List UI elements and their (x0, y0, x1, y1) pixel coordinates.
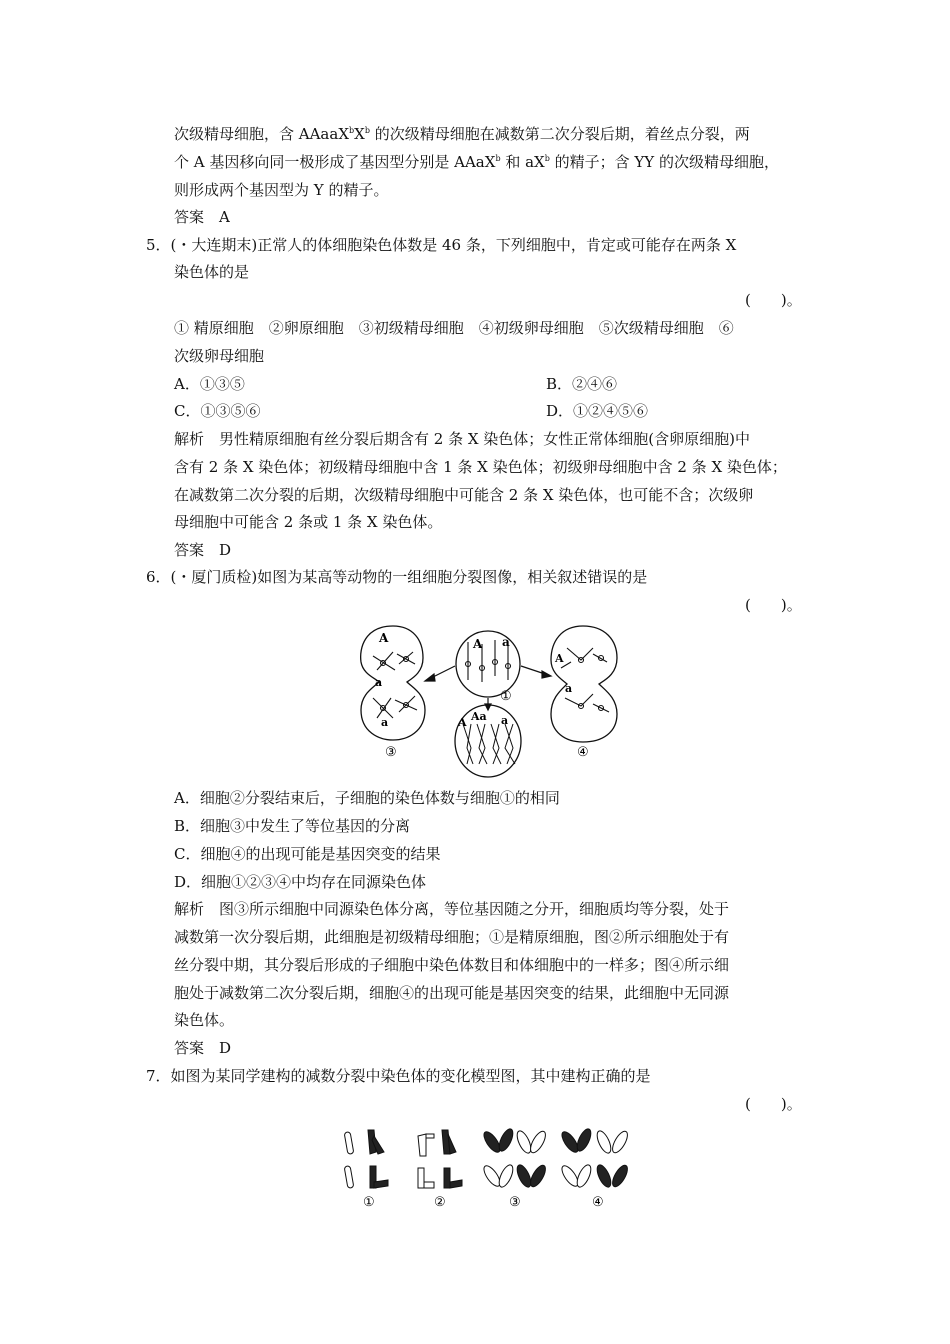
cell-1-gene-a-label: a (502, 635, 510, 649)
model-4-chromosomes (559, 1127, 630, 1189)
cell-3-gene-A-label: A (379, 631, 389, 645)
q5-items-line-1: ① 精原细胞 ②卵原细胞 ③初级精母细胞 ④初级卵母细胞 ⑤次级精母细胞 ⑥ (174, 319, 734, 337)
q6-explanation-line-5: 染色体。 (174, 1011, 235, 1029)
q5-option-d: D．①②④⑤⑥ (546, 402, 649, 420)
model-2-label: ② (434, 1195, 446, 1210)
q6-explanation-line-1: 解析 图③所示细胞中同源染色体分离，等位基因随之分开，细胞质均等分裂，处于 (174, 900, 730, 918)
model-3-chromosomes (481, 1127, 548, 1189)
cell-2-gene-Aa-label: Aa (471, 710, 487, 723)
q6-option-b: B．细胞③中发生了等位基因的分离 (174, 817, 411, 835)
q5-stem-line-1: 5．(・大连期末)正常人的体细胞染色体数是 46 条，下列细胞中，肯定或可能存在两条 X (146, 236, 737, 254)
cell-3-gene-a-label-2: a (381, 716, 389, 729)
cell-3-membrane (361, 626, 425, 740)
cell-1-gene-A-label: A (473, 637, 483, 651)
cell-4-number-label: ④ (577, 745, 589, 760)
q5-answer-blank: ( )。 (745, 291, 802, 309)
q5-option-c: C．①③⑤⑥ (174, 402, 261, 420)
cell-2-gene-a-label: a (501, 714, 509, 727)
cell-4-gene-a-label: a (565, 682, 573, 695)
q5-explanation-line-2: 含有 2 条 X 染色体；初级精母细胞中含 1 条 X 染色体；初级卵母细胞中含 2 条 X 染色体； (174, 458, 787, 476)
q5-items-line-2: 次级卵母细胞 (174, 347, 265, 365)
model-4-label: ④ (592, 1195, 604, 1210)
model-3-label: ③ (509, 1195, 521, 1210)
cell-4-gene-A-label: A (555, 652, 564, 665)
q4-explanation-line-1: 次级精母细胞，含 $AAaaX^bX^b$ 的次级精母细胞在减数第二次分裂后期，着丝点分裂，两 (174, 125, 750, 143)
q7-stem: 7．如图为某同学建构的减数分裂中染色体的变化模型图，其中建构正确的是 (146, 1067, 651, 1085)
q5-explanation-line-4: 母细胞中可能含 2 条或 1 条 X 染色体。 (174, 513, 443, 531)
model-1-chromosomes (344, 1130, 388, 1188)
q7-chromosome-model-figure (338, 1122, 648, 1212)
q6-stem: 6．(・厦门质检)如图为某高等动物的一组细胞分裂图像，相关叙述错误的是 (146, 568, 648, 586)
q6-explanation-line-3: 丝分裂中期，其分裂后形成的子细胞中染色体数目和体细胞中的一样多；图④所示细 (174, 956, 730, 974)
cell-2-gene-A-label: A (458, 716, 467, 729)
q6-explanation-line-2: 减数第一次分裂后期，此细胞是初级精母细胞；①是精原细胞，图②所示细胞处于有 (174, 928, 730, 946)
q6-explanation-line-4: 胞处于减数第二次分裂后期，细胞④的出现可能是基因突变的结果，此细胞中无同源 (174, 984, 730, 1002)
q5-explanation-line-1: 解析 男性精原细胞有丝分裂后期含有 2 条 X 染色体；女性正常体细胞(含卵原细胞)中 (174, 430, 751, 448)
cell-2-number-label (482, 781, 494, 782)
q4-explanation-line-3: 则形成两个基因型为 Y 的精子。 (174, 181, 389, 199)
q7-answer-blank: ( )。 (745, 1095, 802, 1113)
q5-explanation-line-3: 在减数第二次分裂的后期，次级精母细胞中可能含 2 条 X 染色体，也可能不含；次级卵 (174, 486, 754, 504)
cell-3-number-label: ③ (385, 745, 397, 760)
q5-stem-line-2: 染色体的是 (174, 263, 250, 281)
q5-option-a: A．①③⑤ (174, 375, 245, 393)
q6-answer: 答案 D (174, 1039, 232, 1057)
q5-answer: 答案 D (174, 541, 232, 559)
q6-answer-blank: ( )。 (745, 596, 802, 614)
model-2-chromosomes (418, 1130, 462, 1188)
q4-explanation-line-2: 个 A 基因移向同一极形成了基因型分别是 AAaX$^b$ 和 $aX^b$ 的精子；含 YY 的次级精母细胞， (174, 153, 779, 171)
cell-3-gene-a-label-1: a (375, 676, 383, 689)
q6-cell-division-figure (355, 622, 635, 782)
q5-option-b: B．②④⑥ (546, 375, 618, 393)
q6-option-d: D．细胞①②③④中均存在同源染色体 (174, 873, 427, 891)
cell-4-membrane (551, 626, 617, 742)
model-1-label: ① (363, 1195, 375, 1210)
q6-option-c: C．细胞④的出现可能是基因突变的结果 (174, 845, 441, 863)
q6-option-a: A．细胞②分裂结束后，子细胞的染色体数与细胞①的相同 (174, 789, 560, 807)
cell-1-number-label: ① (500, 689, 512, 704)
q4-answer: 答案 A (174, 208, 230, 226)
